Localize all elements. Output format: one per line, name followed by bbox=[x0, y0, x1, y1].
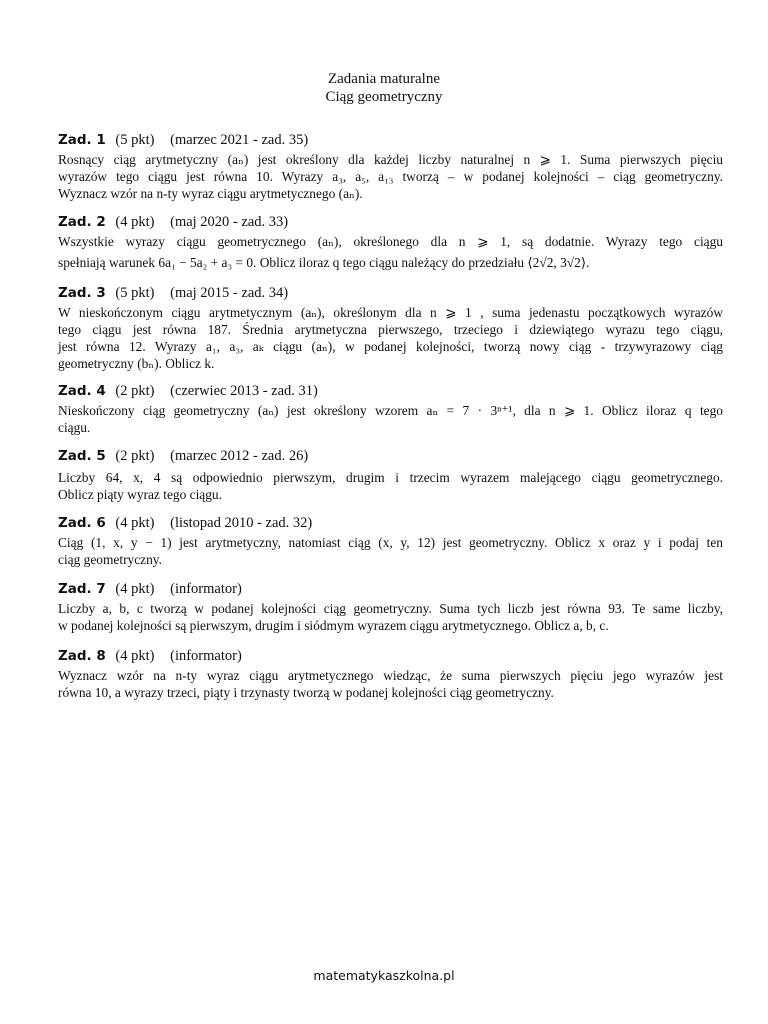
task-5 bbox=[58, 448, 723, 503]
task-number: Zad. 5 bbox=[58, 448, 106, 464]
task-line: jest równa 12. Wyrazy a₁, a₃, aₖ ciągu (aₙ), w podanej kolejności, tworzą nowy ciąg - trzywyrazowy ciąg bbox=[58, 339, 723, 354]
task-line: Ciąg (1, x, y − 1) jest arytmetyczny, natomiast ciąg (x, y, 12) jest geometryczny. Oblicz x oraz y i podaj ten bbox=[58, 535, 723, 550]
task-line: Liczby 64, x, 4 są odpowiednio pierwszym, drugim i trzecim wyrazem malejącego ciągu geometrycznego. bbox=[58, 470, 723, 485]
task-source: (maj 2015 - zad. 34) bbox=[170, 285, 289, 301]
task-header bbox=[58, 132, 723, 149]
task-text bbox=[58, 667, 723, 701]
task-line: Rosnący ciąg arytmetyczny (aₙ) jest określony dla każdej liczby naturalnej n ⩾ 1. Suma pierwszych pięciu bbox=[58, 152, 723, 167]
task-number: Zad. 1 bbox=[58, 132, 106, 148]
footer-site-link[interactable]: matematykaszkolna.pl bbox=[313, 968, 455, 983]
task-line: spełniają warunek 6a₁ − 5a₂ + a₃ = 0. Oblicz iloraz q tego ciągu należący do przedziału ⟨2√2, 3√2⟩. bbox=[58, 255, 590, 270]
task-text bbox=[58, 469, 723, 503]
task-source: (maj 2020 - zad. 33) bbox=[170, 214, 289, 230]
document-subtitle: Ciąg geometryczny bbox=[325, 89, 443, 105]
task-source: (marzec 2012 - zad. 26) bbox=[170, 448, 309, 464]
task-number: Zad. 2 bbox=[58, 214, 106, 230]
task-number: Zad. 8 bbox=[58, 648, 106, 664]
task-source: (informator) bbox=[170, 648, 242, 664]
task-line: ciąg geometryczny. bbox=[58, 552, 162, 567]
task-line: wyrazów tego ciągu jest równa 10. Wyrazy a₃, a₅, a₁₃ tworzą – w podanej kolejności – ciąg geometryczny. bbox=[58, 169, 723, 184]
task-6 bbox=[58, 515, 723, 568]
task-text bbox=[58, 151, 723, 202]
task-number: Zad. 7 bbox=[58, 581, 106, 597]
task-points: (4 pkt) bbox=[115, 581, 155, 597]
task-4 bbox=[58, 383, 723, 436]
task-number: Zad. 3 bbox=[58, 285, 106, 301]
task-line: w podanej kolejności są pierwszym, drugim i siódmym wyrazem ciągu arytmetycznego. Oblicz a, b, c. bbox=[58, 618, 609, 633]
task-line: Wyznacz wzór na n-ty wyraz ciągu arytmetycznego wiedząc, że suma pierwszych pięciu jego wyrazów jest bbox=[58, 668, 723, 683]
task-points: (4 pkt) bbox=[115, 648, 155, 664]
task-number: Zad. 6 bbox=[58, 515, 106, 531]
task-header bbox=[58, 285, 723, 302]
task-source: (marzec 2021 - zad. 35) bbox=[170, 132, 309, 148]
task-line: ciągu. bbox=[58, 420, 91, 435]
task-text bbox=[58, 600, 723, 634]
task-line: równa 10, a wyrazy trzeci, piąty i trzynasty tworzą w podanej kolejności ciąg geometryczny. bbox=[58, 685, 554, 700]
task-line: Oblicz piąty wyraz tego ciągu. bbox=[58, 487, 222, 502]
task-text bbox=[58, 233, 723, 271]
task-line: Liczby a, b, c tworzą w podanej kolejności ciąg geometryczny. Suma tych liczb jest równa 93. Te same liczby, bbox=[58, 601, 723, 616]
task-header bbox=[58, 214, 723, 231]
task-source: (informator) bbox=[170, 581, 242, 597]
task-points: (4 pkt) bbox=[115, 515, 155, 531]
task-1 bbox=[58, 132, 723, 202]
task-points: (4 pkt) bbox=[115, 214, 155, 230]
task-line: Wszystkie wyrazy ciągu geometrycznego (aₙ), określonego dla n ⩾ 1, są dodatnie. Wyrazy tego ciągu bbox=[58, 234, 723, 249]
task-3 bbox=[58, 285, 723, 372]
task-text bbox=[58, 534, 723, 568]
task-header bbox=[58, 648, 723, 665]
task-line: geometryczny (bₙ). Oblicz k. bbox=[58, 356, 215, 371]
task-2 bbox=[58, 214, 723, 271]
task-text bbox=[58, 304, 723, 372]
task-line: Nieskończony ciąg geometryczny (aₙ) jest określony wzorem aₙ = 7 · 3ⁿ⁺¹, dla n ⩾ 1. Oblicz iloraz q tego bbox=[58, 403, 723, 418]
task-text bbox=[58, 402, 723, 436]
task-8 bbox=[58, 648, 723, 701]
task-source: (listopad 2010 - zad. 32) bbox=[170, 515, 313, 531]
task-header bbox=[58, 383, 723, 400]
task-line: tego ciągu jest równa 187. Średnia arytmetyczna pierwszego, trzeciego i dziewiątego wyrazu tego ciągu, bbox=[58, 322, 723, 337]
task-points: (2 pkt) bbox=[115, 383, 155, 399]
task-points: (5 pkt) bbox=[115, 285, 155, 301]
document-title: Zadania maturalne bbox=[327, 71, 441, 87]
task-points: (2 pkt) bbox=[115, 448, 155, 464]
task-points: (5 pkt) bbox=[115, 132, 155, 148]
task-header bbox=[58, 581, 723, 598]
task-source: (czerwiec 2013 - zad. 31) bbox=[170, 383, 318, 399]
task-header bbox=[58, 448, 723, 465]
task-number: Zad. 4 bbox=[58, 383, 106, 399]
task-line: W nieskończonym ciągu arytmetycznym (aₙ), określonym dla n ⩾ 1 , suma jedenastu początkowych wyrazów bbox=[58, 305, 723, 320]
task-7 bbox=[58, 581, 723, 634]
task-header bbox=[58, 515, 723, 532]
task-line: Wyznacz wzór na n-ty wyraz ciągu arytmetycznego (aₙ). bbox=[58, 186, 363, 201]
